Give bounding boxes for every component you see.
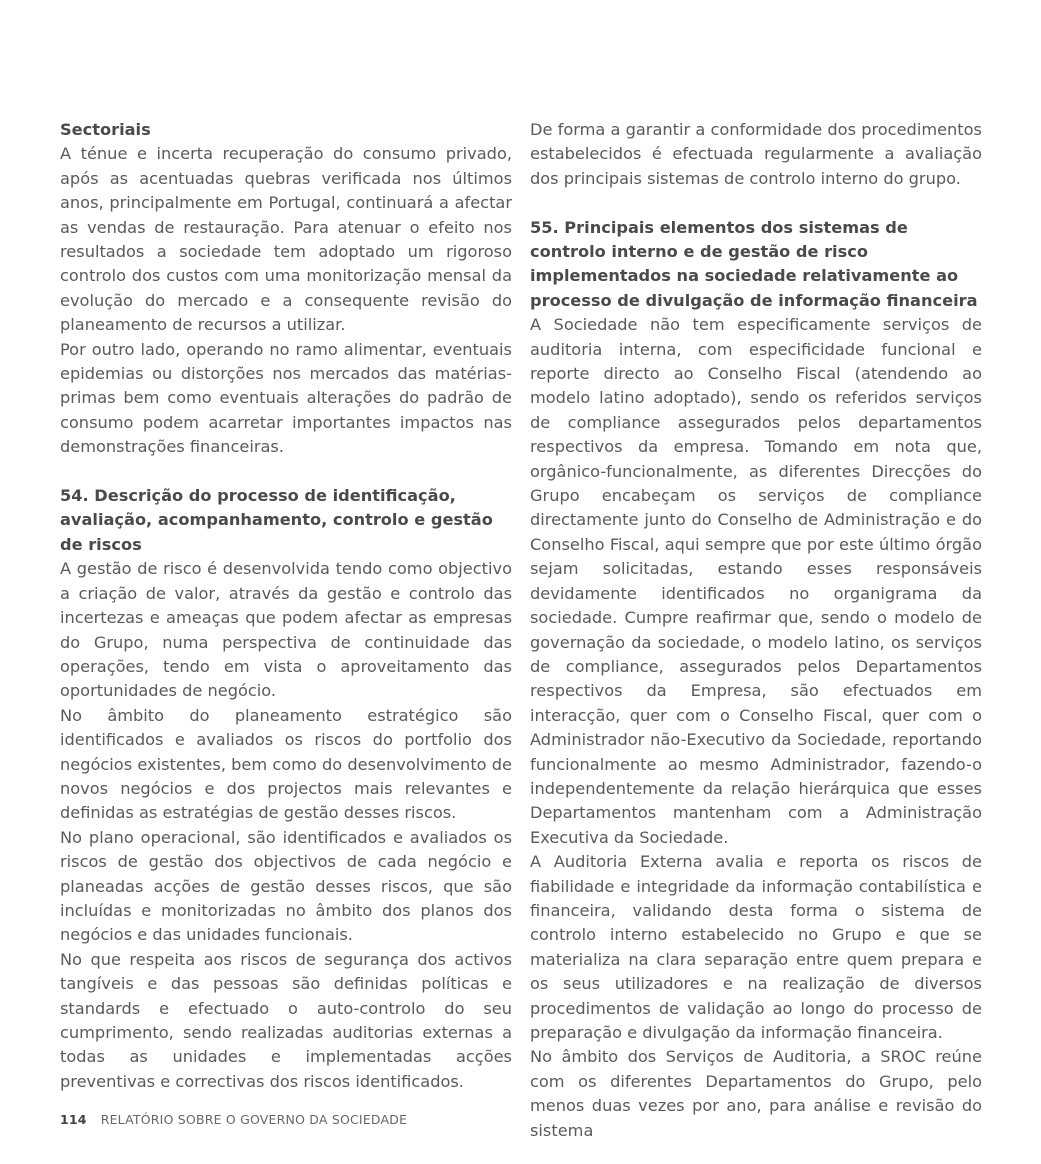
body-paragraph: A gestão de risco é desenvolvida tendo como objectivo a criação de valor, através da gestão e controlo das incertezas e ameaças que podem afectar as empresas do Grupo, numa perspectiva de continuidade das operações, tendo em vista o aproveitamento das oportunidades de negócio. xyxy=(60,559,512,701)
left-column xyxy=(60,118,512,1094)
body-paragraph: A Auditoria Externa avalia e reporta os riscos de fiabilidade e integridade da informação contabilística e financeira, validando desta forma o sistema de controlo interno estabelecido no Grupo e que se materializa na clara separação entre quem prepara e os seus utilizadores e na realização de diversos procedimentos de validação ao longo do processo de preparação e divulgação da informação financeira. xyxy=(530,852,982,1043)
body-paragraph: A Sociedade não tem especificamente serviços de auditoria interna, com especificidade funcional e reporte directo ao Conselho Fiscal (atendendo ao modelo latino adoptado), sendo os referidos serviços de compliance assegurados pelos departamentos respectivos da empresa. Tomando em nota que, orgânico-funcionalmente, as diferentes Direcções do Grupo encabeçam os serviços de compliance directamente junto do Conselho de Administração e do Conselho Fiscal, aqui sempre que por este último órgão sejam solicitadas, estando esses responsáveis devidamente identificados no organigrama da sociedade. Cumpre reafirmar que, sendo o modelo de governação da sociedade, o modelo latino, os serviços de compliance, assegurados pelos Departamentos respectivos da Empresa, são efectuados em interacção, quer com o Conselho Fiscal, quer com o Administrador não-Executivo da Sociedade, reportando funcionalmente ao mesmo Administrador, fazendo-o independentemente da relação hierárquica que esses Departamentos mantenham com a Administração Executiva da Sociedade. xyxy=(530,315,982,847)
body-paragraph: A ténue e incerta recuperação do consumo privado, após as acentuadas quebras verificada nos últimos anos, principalmente em Portugal, continuará a afectar as vendas de restauração. Para atenuar o efeito nos resultados a sociedade tem adoptado um rigoroso controlo dos custos com uma monitorização mensal da evolução do mercado e a consequente revisão do planeamento de recursos a utilizar. xyxy=(60,144,512,335)
running-title: RELATÓRIO SOBRE O GOVERNO DA SOCIEDADE xyxy=(100,1112,408,1127)
page-footer xyxy=(60,1112,407,1127)
paragraph-spacer xyxy=(530,191,982,215)
page-number: 114 xyxy=(60,1112,87,1127)
body-paragraph: No âmbito dos Serviços de Auditoria, a SROC reúne com os diferentes Departamentos do Grupo, pelo menos duas vezes por ano, para análise e revisão do sistema xyxy=(530,1047,982,1140)
sectoriais-heading: Sectoriais xyxy=(60,120,151,139)
section-55-heading: 55. Principais elementos dos sistemas de controlo interno e de gestão de risco implementados na sociedade relativamente ao processo de divulgação de informação financeira xyxy=(530,217,978,310)
body-paragraph: No que respeita aos riscos de segurança dos activos tangíveis e das pessoas são definidas políticas e standards e efectuado o auto-controlo do seu cumprimento, sendo realizadas auditorias externas a todas as unidades e implementadas acções preventivas e correctivas dos riscos identificados. xyxy=(60,949,512,1091)
section-54-heading: 54. Descrição do processo de identificação, avaliação, acompanhamento, controlo e gestão de riscos xyxy=(60,486,493,554)
body-paragraph: Por outro lado, operando no ramo alimentar, eventuais epidemias ou distorções nos mercados das matérias-primas bem como eventuais alterações do padrão de consumo podem acarretar importantes impactos nas demonstrações financeiras. xyxy=(60,339,512,457)
body-paragraph: No plano operacional, são identificados e avaliados os riscos de gestão dos objectivos de cada negócio e planeadas acções de gestão desses riscos, que são incluídas e monitorizadas no âmbito dos planos dos negócios e das unidades funcionais. xyxy=(60,827,512,945)
right-column xyxy=(530,118,982,1143)
body-paragraph: De forma a garantir a conformidade dos procedimentos estabelecidos é efectuada regularmente a avaliação dos principais sistemas de controlo interno do grupo. xyxy=(530,120,982,188)
paragraph-spacer xyxy=(60,460,512,484)
body-paragraph: No âmbito do planeamento estratégico são identificados e avaliados os riscos do portfolio dos negócios existentes, bem como do desenvolvimento de novos negócios e dos projectos mais relevantes e definidas as estratégias de gestão desses riscos. xyxy=(60,705,512,823)
